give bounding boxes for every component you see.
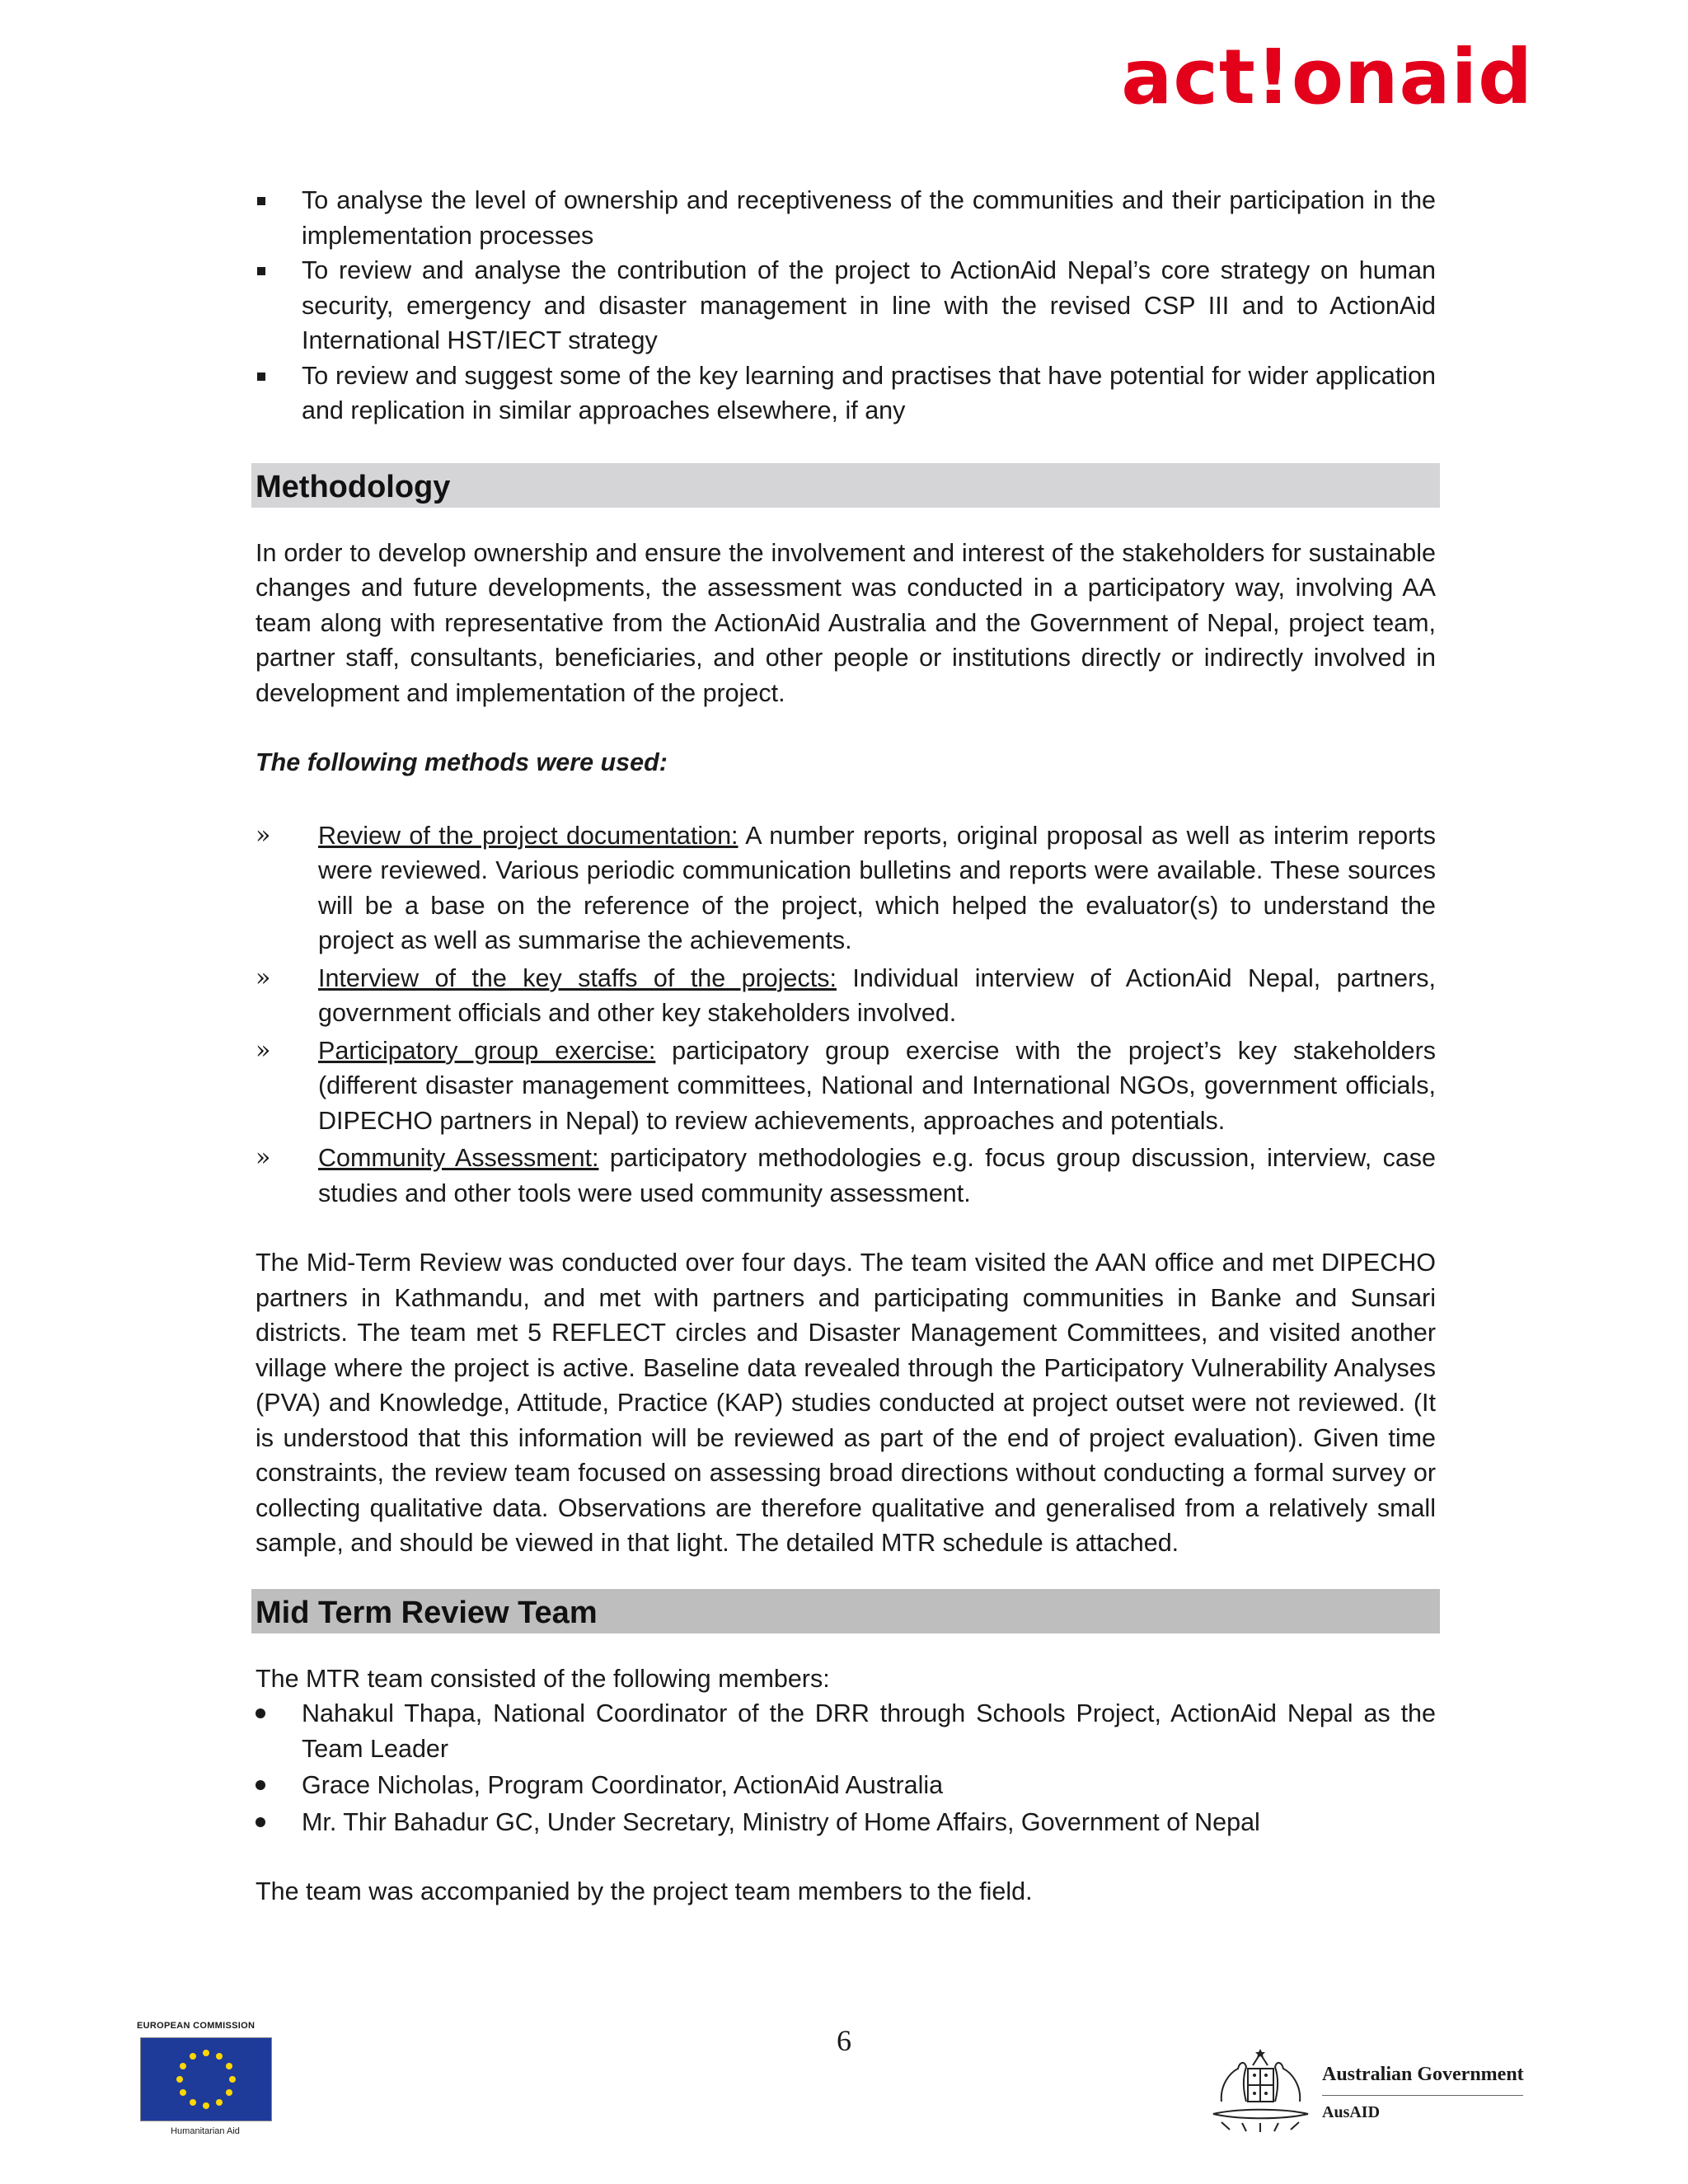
method-text: participatory methodologies e.g. focus group discussion, interview, case studies and other tools were used community assessment. (318, 1144, 1436, 1207)
eu-flag-icon (140, 2037, 272, 2121)
ausaid-subtitle: AusAID (1322, 2103, 1381, 2121)
method-term: Interview of the key staffs of the projects: (318, 963, 837, 992)
list-item (256, 1033, 1436, 1139)
list-item: Mr. Thir Bahadur GC, Under Secretary, Ministry of Home Affairs, Government of Nepal (256, 1805, 1436, 1840)
list-item (256, 818, 1436, 958)
list-item: To review and suggest some of the key learning and practises that have potential for wider application and replication in similar approaches elsewhere, if any (256, 359, 1436, 429)
review-paragraph: The Mid-Term Review was conducted over four days. The team visited the AAN office and met DIPECHO partners in Kathmandu, and met with partners and participating communities in Banke and Sunsari districts. The team met 5 REFLECT circles and Disaster Management Committees, and visited another village where the project is active. Baseline data revealed through the Participatory Vulnerability Analyses (PVA) and Knowledge, Attitude, Practice (KAP) studies conducted at project outset were not reviewed. (It is understood that this information will be reviewed as part of the end of project evaluation). Given time constraints, the review team focused on assessing broad directions without conducting a formal survey or collecting qualitative data. Observations are therefore qualitative and generalised from a relatively small sample, and should be viewed in that light. The detailed MTR schedule is attached. (256, 1249, 1436, 1557)
list-item (256, 961, 1436, 1031)
ec-subtitle: Humanitarian Aid (171, 2126, 240, 2136)
team-heading: Mid Term Review Team (251, 1589, 1440, 1633)
aus-divider (1322, 2095, 1523, 2096)
australian-government-logo (1205, 2044, 1535, 2135)
method-term: Participatory group exercise: (318, 1036, 656, 1065)
actionaid-logo: act!onaid (1121, 33, 1533, 121)
list-item: Nahakul Thapa, National Coordinator of the DRR through Schools Project, ActionAid Nepal as the Team Leader (256, 1696, 1436, 1766)
list-item: Grace Nicholas, Program Coordinator, ActionAid Australia (256, 1768, 1436, 1803)
european-commission-logo (137, 2021, 277, 2136)
list-item: To review and analyse the contribution of the project to ActionAid Nepal’s core strategy on human security, emergency and disaster management in line with the revised CSP III and to ActionAid International HST/IECT strategy (256, 253, 1436, 359)
chevron-bullet-icon: » (256, 963, 271, 992)
method-term: Community Assessment: (318, 1144, 599, 1172)
page-number: 6 (837, 2024, 851, 2057)
team-members-list (256, 1696, 1436, 1840)
team-closing: The team was accompanied by the project team members to the field. (256, 1877, 1033, 1905)
team-intro: The MTR team consisted of the following members: (256, 1664, 830, 1693)
coat-of-arms-icon (1205, 2044, 1316, 2135)
chevron-bullet-icon: » (256, 820, 271, 850)
eu-stars-icon (141, 2038, 271, 2121)
method-text: A number reports, original proposal as well as interim reports were reviewed. Various periodic communication bulletins and reports were available. These sources will be a base on the reference of the project, which helped the evaluator(s) to understand the project as well as summarise the achievements. (318, 821, 1436, 954)
methods-intro: The following methods were used: (256, 748, 668, 776)
methodology-paragraph: In order to develop ownership and ensure the involvement and interest of the stakeholders for sustainable changes and future developments, the assessment was conducted in a participatory way, involving AA team along with representative from the ActionAid Australia and the Government of Nepal, project team, partner staff, consultants, beneficiaries, and other people or institutions directly or indirectly involved in development and implementation of the project. (256, 538, 1436, 707)
list-item (256, 1141, 1436, 1211)
page-content (256, 183, 1436, 1910)
chevron-bullet-icon: » (256, 1143, 271, 1172)
methodology-heading: Methodology (251, 463, 1440, 508)
methods-list (256, 818, 1436, 1212)
method-term: Review of the project documentation: (318, 821, 738, 850)
method-text: Individual interview of ActionAid Nepal, partners, government officials and other key stakeholders involved. (318, 963, 1437, 1027)
chevron-bullet-icon: » (256, 1035, 271, 1065)
ec-title: EUROPEAN COMMISSION (137, 2021, 256, 2031)
aus-gov-title: Australian Government (1322, 2064, 1524, 2085)
list-item: To analyse the level of ownership and receptiveness of the communities and their participation in the implementation processes (256, 183, 1436, 253)
objectives-list (256, 183, 1436, 429)
method-text: participatory group exercise with the project’s key stakeholders (different disaster management committees, National and International NGOs, government officials, DIPECHO partners in Nepal) to review achievements, approaches and potentials. (318, 1036, 1436, 1135)
